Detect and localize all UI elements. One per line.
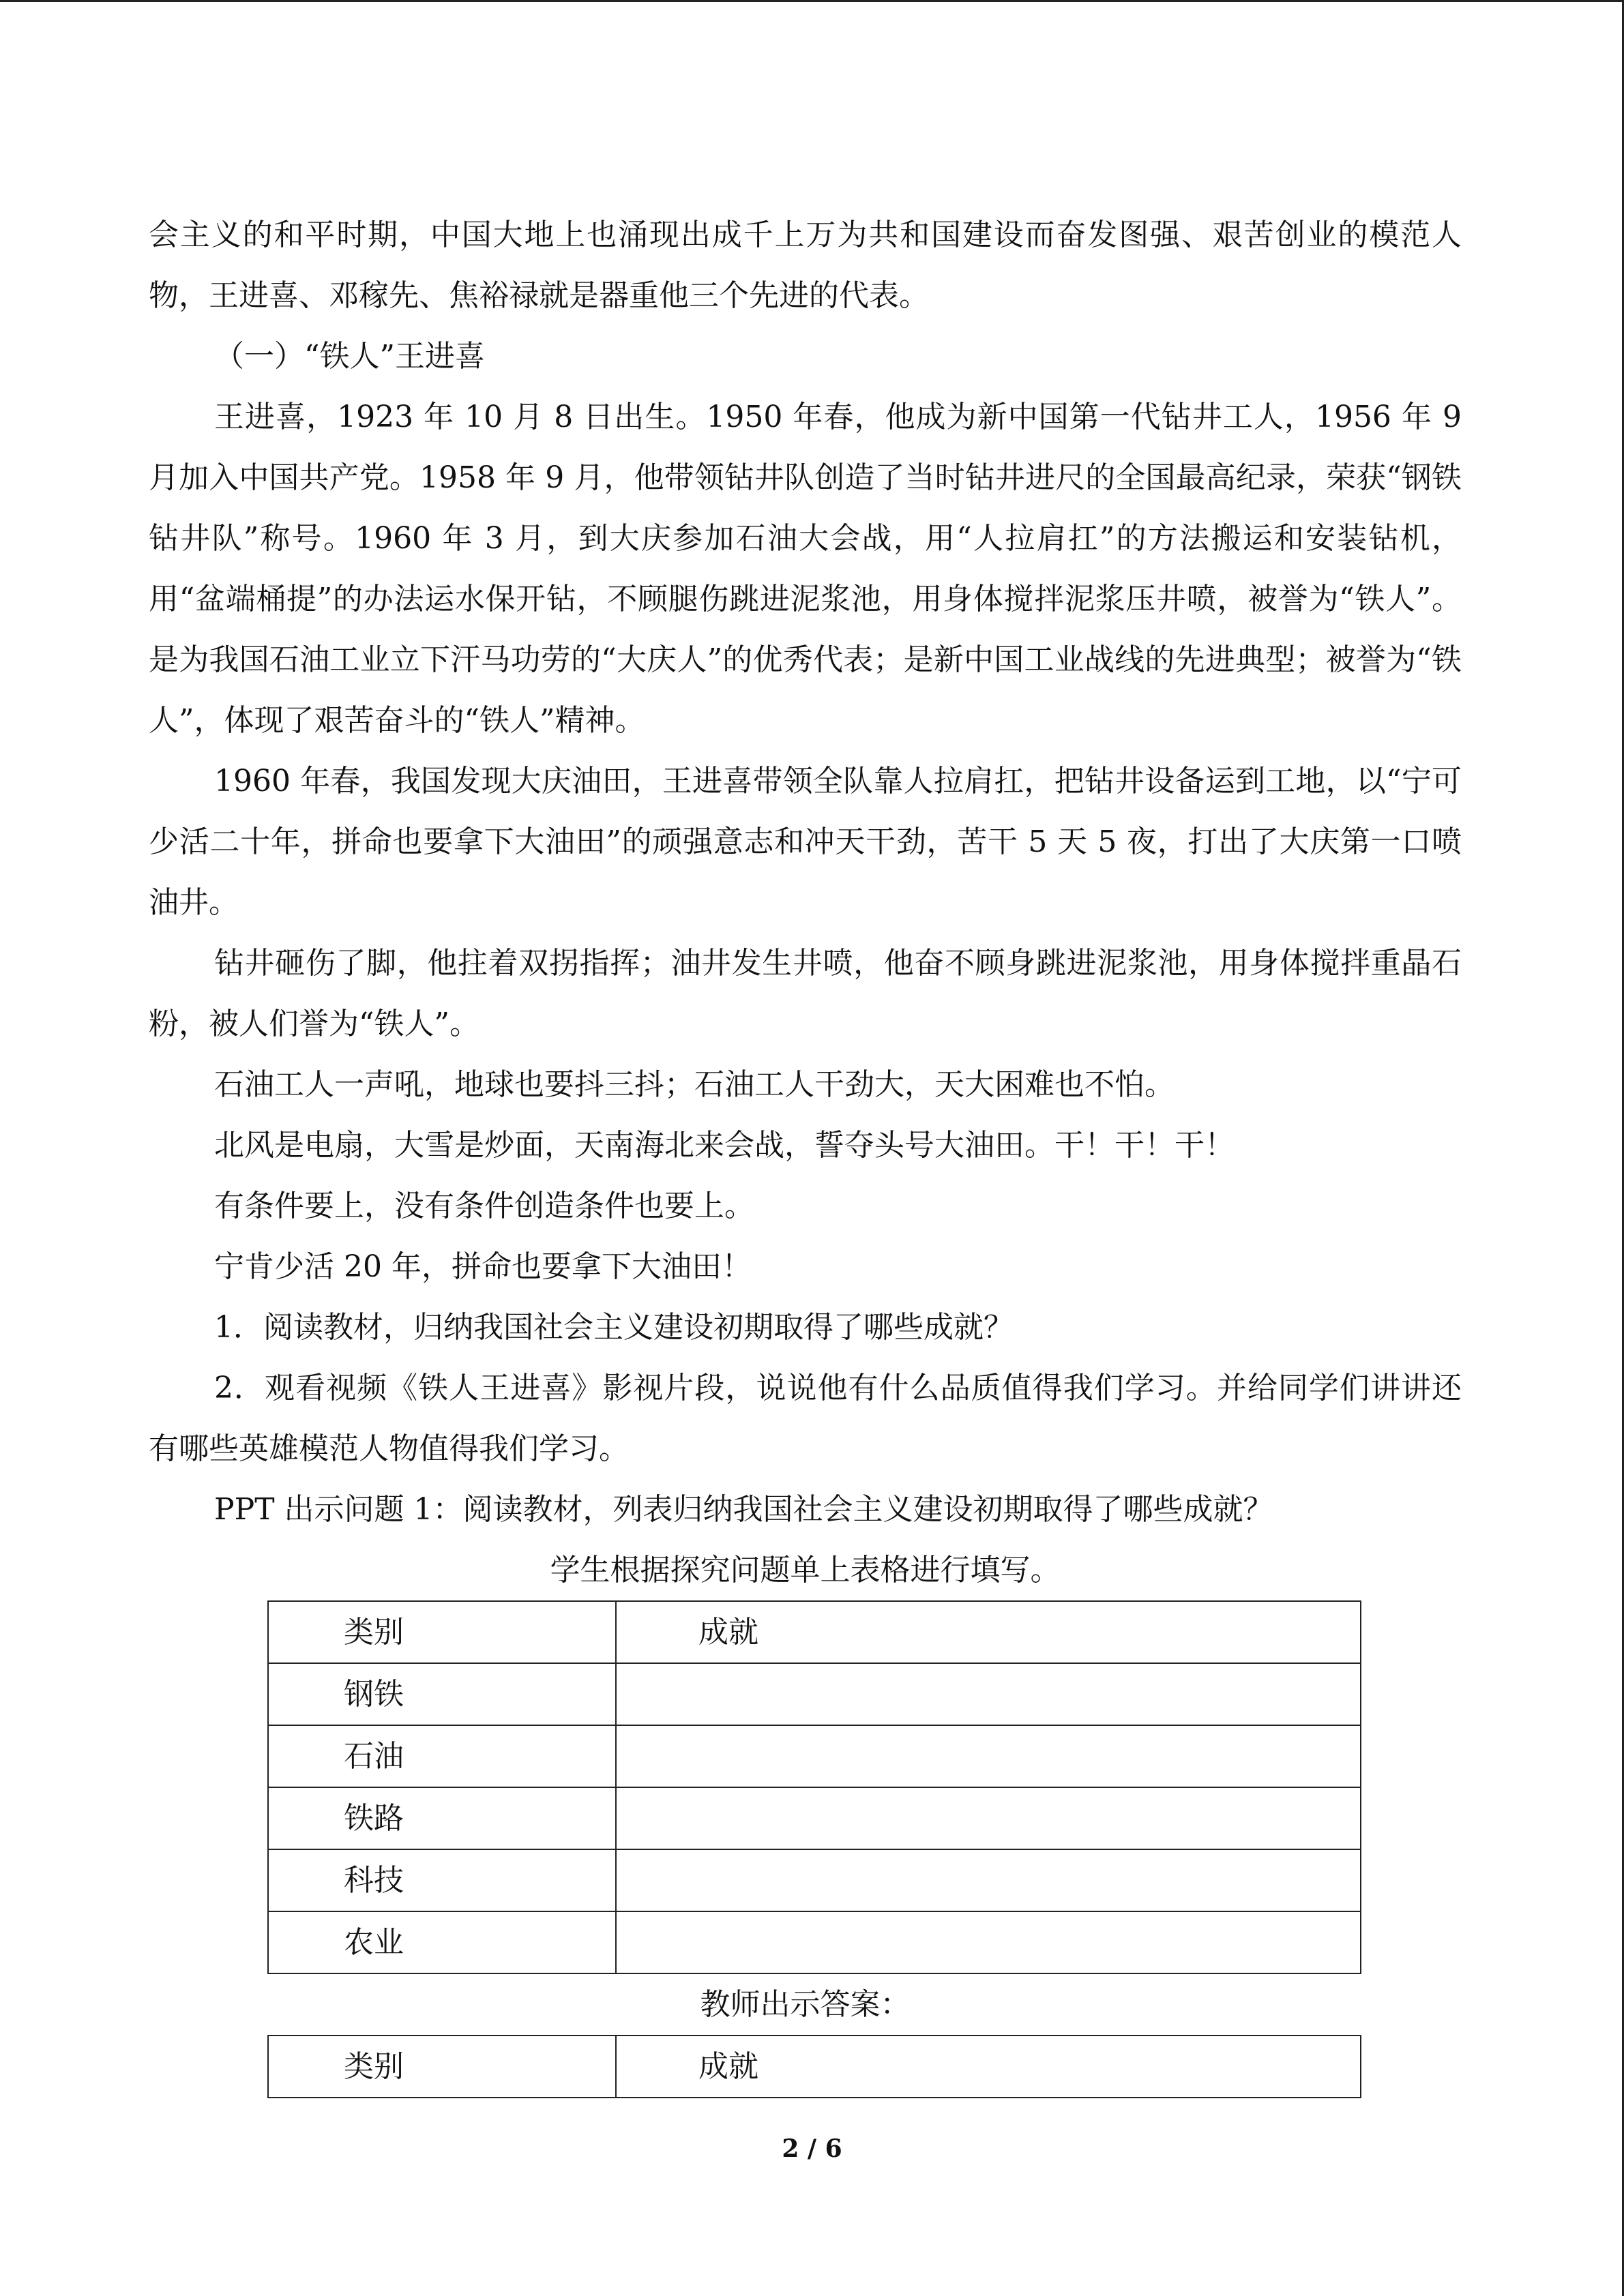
row-category: 石油 bbox=[268, 1725, 616, 1787]
table2-caption: 教师出示答案： bbox=[700, 1987, 911, 2022]
achievements-table-answer bbox=[267, 2035, 1361, 2098]
section-heading-iron-man: （一）“铁人”王进喜 bbox=[214, 339, 485, 374]
header-category: 类别 bbox=[268, 1601, 616, 1663]
row-category: 钢铁 bbox=[268, 1663, 616, 1725]
row-achievement-cell bbox=[616, 1663, 1361, 1725]
row-category: 铁路 bbox=[268, 1787, 616, 1849]
header-achievement: 成就 bbox=[616, 2036, 1361, 2098]
quote-line-3: 有条件要上，没有条件创造条件也要上。 bbox=[214, 1189, 754, 1223]
page-number: 2 / 6 bbox=[782, 2134, 842, 2163]
achievements-table-student bbox=[267, 1600, 1361, 1974]
table1-caption: 学生根据探究问题单上表格进行填写。 bbox=[550, 1553, 1061, 1587]
quote-line-2: 北风是电扇，大雪是炒面，天南海北来会战，誓夺头号大油田。干！干！干！ bbox=[214, 1128, 1235, 1163]
paragraph-biography: 王进喜，1923 年 10 月 8 日出生。1950 年春，他成为新中国第一代钻井工人，1956 年 9 月加入中国共产党。1958 年 9 月，他带领钻井队创造了当时钻井进尺的全国最高纪录，荣获“钢铁钻井队”称号。1960 年 3 月，到大庆参加石油大会战，用“人拉肩扛”的方法搬运和安装钻机，用“盆端桶提”的办法运水保开钻，不顾腿伤跳进泥浆池，用身体搅拌泥浆压井喷，被誉为“铁人”。是为我国石油工业立下汗马功劳的“大庆人”的优秀代表；是新中国工业战线的先进典型；被誉为“铁人”，体现了艰苦奋斗的“铁人”精神。 bbox=[149, 400, 1462, 738]
table-header-row bbox=[268, 1601, 1361, 1663]
row-category: 科技 bbox=[268, 1849, 616, 1911]
quote-line-1: 石油工人一声吼，地球也要抖三抖；石油工人干劲大，天大困难也不怕。 bbox=[214, 1067, 1175, 1102]
table-header-row bbox=[268, 2036, 1361, 2098]
table-row bbox=[268, 1725, 1361, 1787]
paragraph-injury: 钻井砸伤了脚，他拄着双拐指挥；油井发生井喷，他奋不顾身跳进泥浆池，用身体搅拌重晶石粉，被人们誉为“铁人”。 bbox=[149, 946, 1462, 1041]
paragraph-continued: 会主义的和平时期，中国大地上也涌现出成千上万为共和国建设而奋发图强、艰苦创业的模范人物，王进喜、邓稼先、焦裕禄就是器重他三个先进的代表。 bbox=[149, 218, 1462, 313]
quote-line-4: 宁肯少活 20 年，拼命也要拿下大油田！ bbox=[214, 1249, 752, 1284]
question-1: 1．阅读教材，归纳我国社会主义建设初期取得了哪些成就？ bbox=[214, 1310, 1014, 1345]
header-category: 类别 bbox=[268, 2036, 616, 2098]
header-achievement: 成就 bbox=[616, 1601, 1361, 1663]
row-achievement-cell bbox=[616, 1725, 1361, 1787]
question-2: 2．观看视频《铁人王进喜》影视片段，说说他有什么品质值得我们学习。并给同学们讲讲还有哪些英雄模范人物值得我们学习。 bbox=[149, 1371, 1462, 1466]
row-achievement-cell bbox=[616, 1849, 1361, 1911]
document-body bbox=[149, 205, 1462, 2098]
row-achievement-cell bbox=[616, 1911, 1361, 1973]
table-row bbox=[268, 1849, 1361, 1911]
paragraph-daqing-oilfield: 1960 年春，我国发现大庆油田，王进喜带领全队靠人拉肩扛，把钻井设备运到工地，以“宁可少活二十年，拼命也要拿下大油田”的顽强意志和冲天干劲，苦干 5 天 5 夜，打出了大庆第一口喷油井。 bbox=[149, 764, 1462, 920]
ppt-question: PPT 出示问题 1：阅读教材，列表归纳我国社会主义建设初期取得了哪些成就？ bbox=[214, 1492, 1273, 1527]
table-row bbox=[268, 1787, 1361, 1849]
row-category: 农业 bbox=[268, 1911, 616, 1973]
table-row bbox=[268, 1663, 1361, 1725]
table-row bbox=[268, 1911, 1361, 1973]
row-achievement-cell bbox=[616, 1787, 1361, 1849]
page-border-top bbox=[0, 0, 1624, 2]
